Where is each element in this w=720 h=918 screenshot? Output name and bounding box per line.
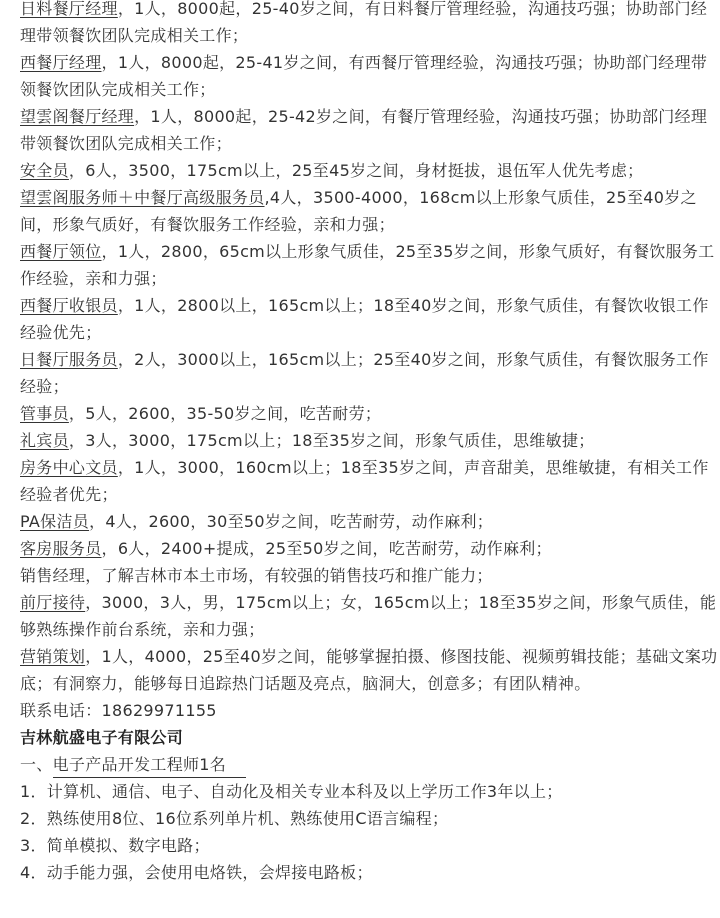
job-item <box>20 184 720 238</box>
job-title: 西餐厅领位 <box>20 242 102 261</box>
job-item <box>20 535 720 562</box>
job-desc: 销售经理，了解吉林市本土市场，有较强的销售技巧和推广能力； <box>20 566 493 585</box>
job-title: 望雲阁服务师＋中餐厅高级服务员 <box>20 188 265 207</box>
job-title: 前厅接待 <box>20 593 86 612</box>
job-title: 西餐厅经理 <box>20 53 102 72</box>
job-desc: ，3000，3人，男，175cm以上；女，165cm以上；18至35岁之间，形象气质佳，能够熟练操作前台系统，亲和力强； <box>20 593 717 639</box>
job-item <box>20 454 720 508</box>
job-desc: ，1人，3000，160cm以上；18至35岁之间，声音甜美，思维敏捷，有相关工作经验者优先； <box>20 458 709 504</box>
job-title: 房务中心文员 <box>20 458 118 477</box>
job-desc: ，4人，2600，30至50岁之间，吃苦耐劳，动作麻利； <box>89 512 494 531</box>
job-item <box>20 103 720 157</box>
job-title: 西餐厅收银员 <box>20 296 118 315</box>
job-item <box>20 400 720 427</box>
job-item <box>20 427 720 454</box>
job-item <box>20 643 720 697</box>
job-desc: ，1人，8000起，25-41岁之间，有西餐厅管理经验，沟通技巧强；协助部门经理带领餐饮团队完成相关工作； <box>20 53 708 99</box>
company-name: 吉林航盛电子有限公司 <box>20 728 184 747</box>
requirement-item: 3．简单模拟、数字电路； <box>20 836 210 855</box>
requirement-item: 2．熟练使用8位、16位系列单片机、熟练使用C语言编程； <box>20 809 449 828</box>
job-title: 礼宾员 <box>20 431 69 450</box>
section-prefix: 一、 <box>20 755 53 774</box>
requirement-item: 1．计算机、通信、电子、自动化及相关专业本科及以上学历工作3年以上； <box>20 782 563 801</box>
job-desc: ，1人，8000起，25-42岁之间，有餐厅管理经验，沟通技巧强；协助部门经理带领餐饮团队完成相关工作； <box>20 107 708 153</box>
job-desc: ，1人，4000，25至40岁之间，能够掌握拍摄、修图技能、视频剪辑技能；基础文案功底；有洞察力，能够每日追踪热门话题及亮点，脑洞大，创意多；有团队精神。 <box>20 647 718 693</box>
job-item <box>20 508 720 535</box>
job-title: 安全员 <box>20 161 69 180</box>
job-item <box>20 238 720 292</box>
job-item <box>20 589 720 643</box>
requirement-item: 4．动手能力强，会使用电烙铁，会焊接电路板； <box>20 863 373 882</box>
job-desc: ，6人，3500，175cm以上，25至45岁之间，身材挺拔，退伍军人优先考虑； <box>68 161 644 180</box>
section-heading <box>20 751 720 778</box>
job-item <box>20 346 720 400</box>
job-desc: ，1人，8000起，25-40岁之间，有日料餐厅管理经验，沟通技巧强；协助部门经理带领餐饮团队完成相关工作； <box>20 0 708 45</box>
job-desc: ，3人，3000，175cm以上；18至35岁之间，形象气质佳，思维敏捷； <box>68 431 595 450</box>
job-title: 管事员 <box>20 404 69 423</box>
job-desc: ，2人，3000以上，165cm以上；25至40岁之间，形象气质佳，有餐饮服务工作经验； <box>20 350 709 396</box>
section-title: 电子产品开发工程师1名 <box>53 753 246 778</box>
job-item <box>20 0 720 49</box>
job-item <box>20 49 720 103</box>
job-desc: ，5人，2600，35-50岁之间，吃苦耐劳； <box>68 404 382 423</box>
job-item <box>20 562 720 589</box>
contact-phone: 联系电话：18629971155 <box>20 701 217 720</box>
job-desc: ，1人，2800，65cm以上形象气质佳，25至35岁之间，形象气质好，有餐饮服务工作经验，亲和力强； <box>20 242 715 288</box>
job-desc: ，1人，2800以上，165cm以上；18至40岁之间，形象气质佳，有餐饮收银工作经验优先； <box>20 296 709 342</box>
job-title: 营销策划 <box>20 647 86 666</box>
job-title: 客房服务员 <box>20 539 102 558</box>
job-item <box>20 157 720 184</box>
job-item <box>20 292 720 346</box>
job-title: 日餐厅服务员 <box>20 350 118 369</box>
job-title: 望雲阁餐厅经理 <box>20 107 135 126</box>
job-title: 日料餐厅经理 <box>20 0 118 18</box>
job-title: PA保洁员 <box>20 512 90 531</box>
job-desc: ，6人，2400+提成，25至50岁之间，吃苦耐劳，动作麻利； <box>101 539 552 558</box>
job-desc: ,4人，3500-4000，168cm以上形象气质佳，25至40岁之间，形象气质好，有餐饮服务工作经验，亲和力强； <box>20 188 697 234</box>
